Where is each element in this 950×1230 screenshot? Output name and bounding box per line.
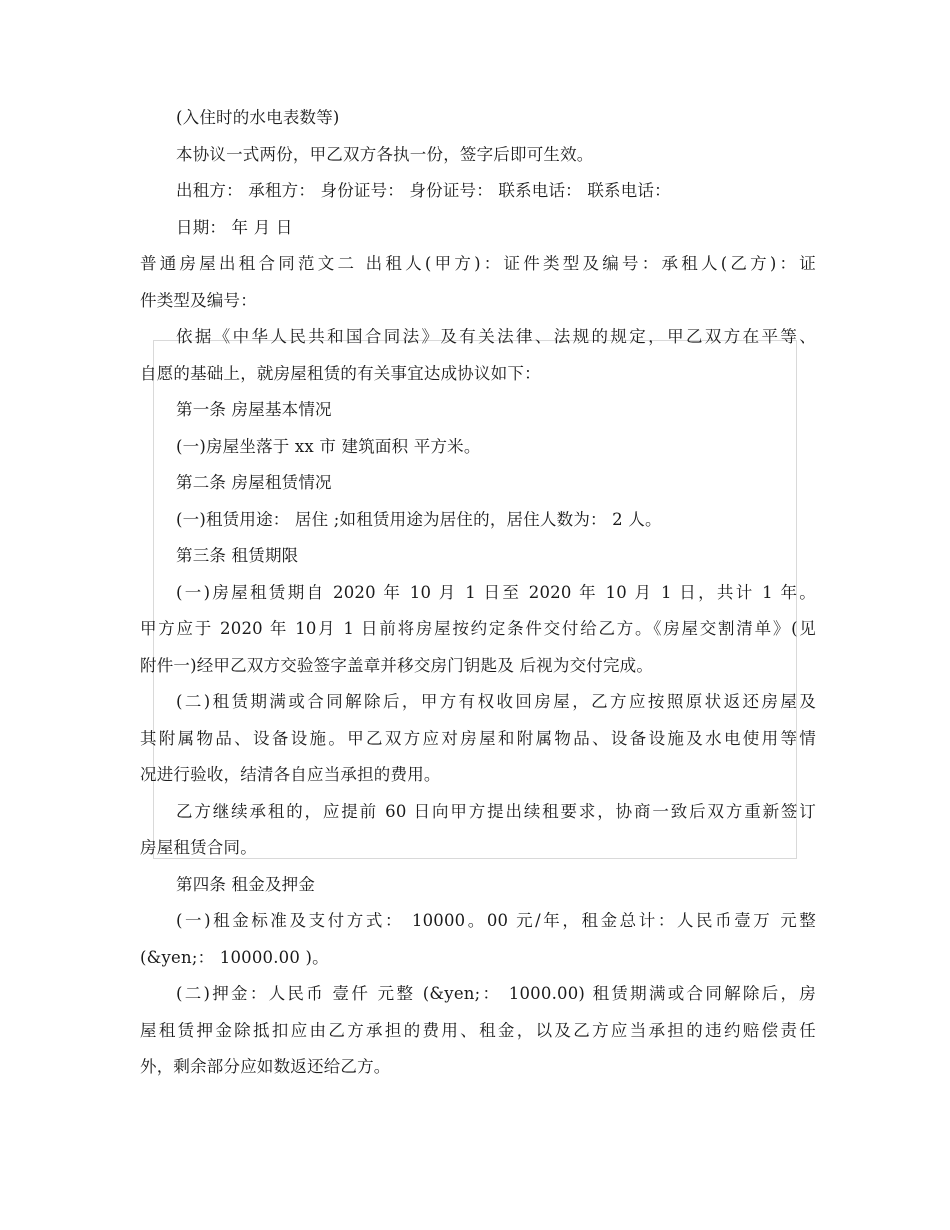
text-line: 自愿的基础上，就房屋租赁的有关事宜达成协议如下： <box>140 363 541 383</box>
text-line: (一)租金标准及支付方式： 10000。00 元/年，租金总计：人民币壹万 元整 <box>176 911 816 930</box>
text-line-signatures: 出租方： 承租方： 身份证号： 身份证号： 联系电话： 联系电话： <box>176 181 671 200</box>
text-line: 附件一)经甲乙双方交验签字盖章并移交房门钥匙及 后视为交付完成。 <box>140 655 654 675</box>
text-line-contract-title: 普通房屋出租合同范文二 出租人(甲方)：证件类型及编号：承租人(乙方)：证 <box>140 254 816 273</box>
text-line: (&yen;： 10000.00 )。 <box>140 947 329 967</box>
text-line: 况进行验收，结清各自应当承担的费用。 <box>140 765 441 784</box>
article-heading-3: 第三条 租赁期限 <box>176 546 299 565</box>
text-line: 甲方应于 2020 年 10月 1 日前将房屋按约定条件交付给乙方。《房屋交割清单》(见 <box>140 619 816 638</box>
text-line: (二)押金：人民币 壹仟 元整 (&yen;： 1000.00) 租赁期满或合同解除后，房 <box>176 984 816 1003</box>
document-body <box>140 100 816 1086</box>
text-line: 其附属物品、设备设施。甲乙双方应对房屋和附属物品、设备设施及水电使用等情 <box>140 728 816 748</box>
text-line: 乙方继续承租的，应提前 60 日向甲方提出续租要求，协商一致后双方重新签订 <box>176 801 816 821</box>
article-heading-2: 第二条 房屋租赁情况 <box>176 473 332 492</box>
text-line: 屋租赁押金除抵扣应由乙方承担的费用、租金，以及乙方应当承担的违约赔偿责任 <box>140 1020 816 1040</box>
text-line-copies: 本协议一式两份，甲乙双方各执一份，签字后即可生效。 <box>176 144 594 164</box>
text-line-meter-readings: (入住时的水电表数等) <box>176 108 340 127</box>
text-line: 外，剩余部分应如数返还给乙方。 <box>140 1057 391 1076</box>
text-line: 房屋租赁合同。 <box>140 838 257 857</box>
article-heading-1: 第一条 房屋基本情况 <box>176 400 332 419</box>
text-line: (一)房屋坐落于 xx 市 建筑面积 平方米。 <box>176 436 481 456</box>
article-heading-4: 第四条 租金及押金 <box>176 874 316 894</box>
text-line-date: 日期： 年 月 日 <box>176 217 293 237</box>
text-line: 件类型及编号： <box>140 290 257 310</box>
text-line: (二)租赁期满或合同解除后，甲方有权收回房屋，乙方应按照原状返还房屋及 <box>176 692 816 711</box>
text-line: (一)租赁用途： 居住 ;如租赁用途为居住的，居住人数为： 2 人。 <box>176 509 662 529</box>
text-line: (一)房屋租赁期自 2020 年 10 月 1 日至 2020 年 10 月 1 日，共计 1 年。 <box>176 582 816 602</box>
text-line: 依据《中华人民共和国合同法》及有关法律、法规的规定，甲乙双方在平等、 <box>176 327 816 346</box>
